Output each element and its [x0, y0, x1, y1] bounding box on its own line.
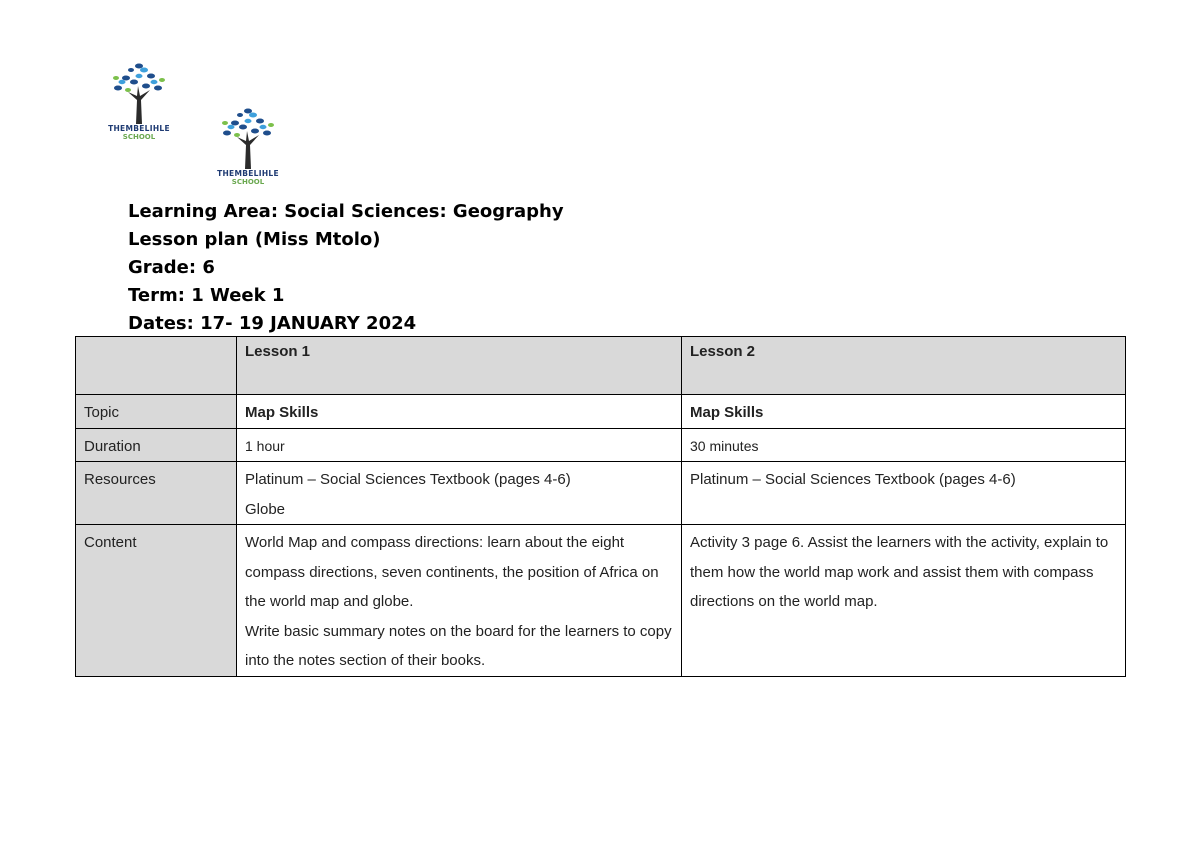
- row-label: Duration: [76, 428, 237, 462]
- cell-lesson-2: [682, 525, 1126, 677]
- lesson-plan-teacher: Lesson plan (Miss Mtolo): [128, 229, 381, 250]
- table-row-resources: [76, 462, 1126, 525]
- table-row-topic: [76, 395, 1126, 429]
- header-cell-empty: [76, 337, 237, 395]
- resource-item: Platinum – Social Sciences Textbook (pages 4-6): [245, 471, 571, 488]
- table-row-content: [76, 525, 1126, 677]
- learning-area: Learning Area: Social Sciences: Geography: [128, 201, 564, 222]
- cell-lesson-1: [237, 525, 682, 677]
- lesson-header: [128, 198, 564, 338]
- logo-subtext: SCHOOL: [231, 178, 265, 186]
- school-logo: [106, 58, 172, 142]
- logo-subtext: SCHOOL: [122, 133, 156, 141]
- cell-lesson-2: 30 minutes: [682, 428, 1126, 462]
- cell-lesson-1: [237, 462, 682, 525]
- tree-icon: [106, 58, 172, 124]
- row-label: Topic: [76, 395, 237, 429]
- grade: Grade: 6: [128, 257, 215, 278]
- school-logo: [215, 103, 281, 187]
- logo-text: THEMBELIHLE: [217, 169, 279, 178]
- table-header-row: [76, 337, 1126, 395]
- content-paragraph: Write basic summary notes on the board for the learners to copy into the notes section of their books.: [245, 622, 672, 669]
- row-label: Resources: [76, 462, 237, 525]
- cell-lesson-2: Map Skills: [682, 395, 1126, 429]
- content-paragraph: Activity 3 page 6. Assist the learners with the activity, explain to them how the world map work and assist them with compass directions on the world map.: [690, 534, 1109, 610]
- lesson-plan-table: [75, 336, 1126, 677]
- cell-lesson-1: 1 hour: [237, 428, 682, 462]
- content-paragraph: World Map and compass directions: learn about the eight compass directions, seven continents, the position of Africa on the world map and globe.: [245, 534, 659, 610]
- resource-item: Platinum – Social Sciences Textbook (pages 4-6): [690, 471, 1016, 488]
- header-cell-lesson-1: Lesson 1: [237, 337, 682, 395]
- header-cell-lesson-2: Lesson 2: [682, 337, 1126, 395]
- tree-icon: [215, 103, 281, 169]
- dates: Dates: 17- 19 JANUARY 2024: [128, 313, 417, 334]
- resource-item: Globe: [245, 500, 286, 518]
- cell-lesson-1: Map Skills: [237, 395, 682, 429]
- table-row-duration: [76, 428, 1126, 462]
- logo-text: THEMBELIHLE: [108, 124, 170, 133]
- term-week: Term: 1 Week 1: [128, 285, 285, 306]
- row-label: Content: [76, 525, 237, 677]
- cell-lesson-2: [682, 462, 1126, 525]
